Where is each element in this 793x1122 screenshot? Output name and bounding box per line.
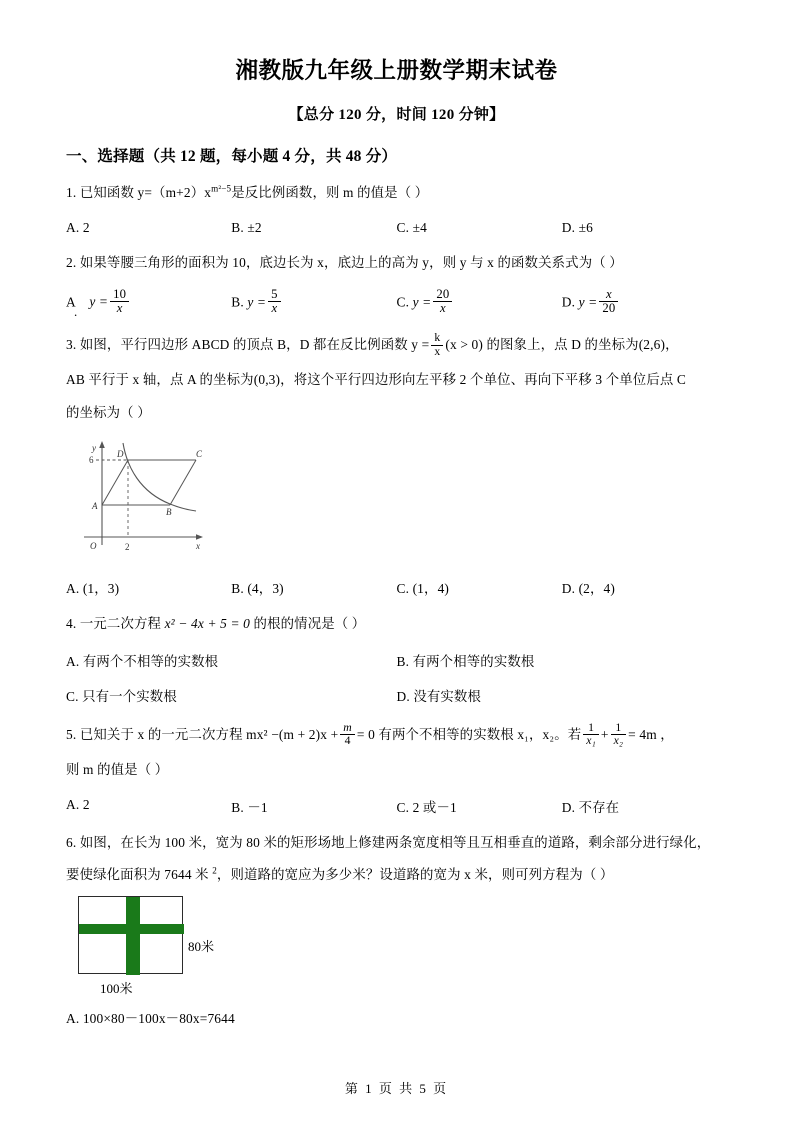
question-3-line1a: 如图，平行四边形 ABCD 的顶点 B，D 都在反比例函数 y = (79, 337, 430, 353)
question-3-line2 (66, 370, 727, 391)
option-2-a-lhs: y = (89, 293, 109, 309)
question-2 (66, 253, 727, 274)
option-2-d-label: D. (561, 293, 576, 309)
option-2-d-numerator: x (605, 286, 612, 301)
question-5-fraction-m-over-4 (340, 722, 355, 748)
option-2-b-lhs: y = (247, 293, 267, 309)
question-3-line3: 的坐标为（ ） (66, 404, 151, 420)
question-4-text-after: 的根的情况是（ ） (250, 616, 366, 632)
question-6-line2a: 要使绿化面积为 7644 米 (66, 867, 213, 883)
svg-text:B: B (166, 507, 172, 518)
question-5-fraction-1-over-x2 (611, 722, 627, 748)
question-5-options (66, 797, 727, 816)
question-1-exponent: m²−5 (211, 183, 232, 194)
option-5-c[interactable]: C. 2 或－1 (396, 799, 457, 815)
section-heading: 一、选择题（共 12 题，每小题 4 分，共 48 分） (66, 148, 398, 165)
option-2-a-fraction (110, 288, 129, 316)
option-2-c-denominator: x (433, 301, 452, 315)
option-2-d-lhs: y = (578, 293, 598, 309)
question-5-frac2-denominator: x₁ (583, 734, 599, 747)
question-5-line1b: x + (320, 727, 339, 743)
question-6-figure (70, 896, 320, 996)
parallelogram-hyperbola-graph (70, 437, 270, 557)
question-3-fraction-k-over-x (431, 332, 443, 358)
option-6-a[interactable]: A. 100×80－100x－80x=7644 (66, 1011, 235, 1027)
option-5-d[interactable]: D. 不存在 (561, 799, 620, 815)
option-2-c-numerator: 20 (436, 286, 450, 301)
question-5-line1d: = 4m ， (628, 727, 674, 743)
question-5-frac1-denominator: 4 (340, 734, 355, 747)
svg-text:A: A (92, 501, 98, 512)
question-3-line2a: AB 平行于 x 轴，点 A 的坐标为 (66, 371, 254, 387)
question-5-line2: 则 m 的值是（ ） (66, 761, 169, 777)
question-5-line1a: 已知关于 x 的一元二次方程 mx² − (79, 727, 279, 743)
svg-text:6: 6 (89, 455, 94, 466)
question-3-number: 3. (66, 337, 77, 353)
question-3-figure (70, 437, 727, 562)
option-2-b-label: B. (231, 293, 244, 309)
option-3-d[interactable]: D. (2，4) (561, 581, 616, 597)
question-5-line1c: = 0 有两个不相等的实数根 x₁，x₂。若 (356, 727, 582, 743)
option-2-a-label: A (66, 293, 76, 309)
question-6 (66, 833, 727, 854)
question-1-text-before: 已知函数 y=（m+2）x (79, 185, 212, 200)
option-4-d[interactable]: D. 没有实数根 (396, 689, 482, 705)
svg-text:x: x (196, 541, 200, 552)
question-4-options-row1 (66, 651, 727, 670)
figure-label-length: 100米 (100, 981, 133, 997)
page-subtitle: 【总分 120 分，时间 120 分钟】 (288, 107, 505, 123)
question-3-line1c: ， (665, 337, 679, 353)
question-5-paren: (m + 2) (278, 727, 321, 743)
option-5-a[interactable]: A. 2 (66, 796, 90, 812)
option-3-b[interactable]: B. (4，3) (231, 581, 284, 597)
question-5-frac3-numerator: 1 (615, 721, 622, 735)
option-2-c-label: C. (396, 293, 410, 309)
question-4-equation: x² − 4x + 5 = 0 (164, 616, 251, 632)
question-3-options (66, 578, 727, 597)
question-5-frac1-numerator: m (343, 721, 352, 735)
option-1-b[interactable]: B. ±2 (231, 219, 262, 235)
option-1-d[interactable]: D. ±6 (561, 219, 593, 235)
question-2-options (66, 286, 727, 320)
question-1 (66, 183, 727, 204)
svg-text:y: y (92, 443, 96, 454)
option-2-b-numerator: 5 (271, 286, 278, 301)
option-3-a[interactable]: A. (1，3) (66, 581, 120, 597)
option-2-b[interactable] (231, 288, 396, 316)
question-4-options-row2 (66, 686, 727, 705)
option-2-a-dot: . (74, 304, 78, 320)
question-5-fraction-1-over-x1 (583, 722, 599, 748)
question-5-number: 5. (66, 727, 77, 743)
option-2-c-lhs: y = (412, 293, 432, 309)
option-2-d-fraction (599, 288, 618, 316)
question-3 (66, 332, 727, 358)
figure-label-width: 80米 (188, 939, 215, 955)
option-2-c[interactable] (397, 288, 562, 316)
option-5-b[interactable]: B. －1 (231, 799, 268, 815)
question-5-frac3-denominator: x₂ (611, 734, 627, 747)
question-3-coord-d: (2,6) (638, 337, 666, 353)
question-4-number: 4. (66, 616, 77, 632)
question-6-line2 (66, 865, 727, 886)
svg-text:2: 2 (125, 542, 130, 553)
option-2-a-denominator: x (110, 301, 129, 315)
question-3-line1b: (x > 0) 的图象上，点 D 的坐标为 (445, 337, 639, 353)
question-3-coord-a: (0,3) (253, 371, 281, 387)
page-title: 湘教版九年级上册数学期末试卷 (235, 58, 558, 84)
svg-text:C: C (196, 449, 203, 460)
option-2-b-denominator: x (268, 301, 281, 315)
option-2-d-denominator: 20 (599, 301, 618, 315)
question-5-frac2-numerator: 1 (588, 721, 595, 735)
question-6-line1: 如图，在长为 100 米，宽为 80 米的矩形场地上修建两条宽度相等且互相垂直的道路，剩余部分进行绿化， (79, 834, 711, 850)
question-4-text-before: 一元二次方程 (79, 616, 165, 632)
question-4 (66, 614, 727, 635)
option-2-c-fraction (433, 288, 452, 316)
page-footer: 第 1 页 共 5 页 (344, 1081, 449, 1096)
option-4-a[interactable]: A. 有两个不相等的实数根 (66, 654, 219, 670)
question-6-number: 6. (66, 834, 77, 850)
option-2-d[interactable] (562, 288, 727, 316)
option-1-c[interactable]: C. ±4 (396, 219, 427, 235)
rectangle-field (78, 896, 183, 974)
question-2-text: 如果等腰三角形的面积为 10，底边长为 x，底边上的高为 y，则 y 与 x 的函数关系式为（ ） (79, 254, 623, 270)
question-2-number: 2. (66, 254, 77, 270)
question-6-line2b: ，则道路的宽应为多少米？设道路的宽为 x 米，则可列方程为（ ） (216, 867, 614, 883)
option-1-a[interactable]: A. 2 (66, 219, 90, 235)
option-2-a-numerator: 10 (113, 286, 127, 301)
question-5 (66, 722, 727, 748)
question-3-denominator: x (431, 345, 443, 358)
svg-text:D: D (117, 449, 124, 460)
question-3-line2b: ，将这个平行四边形向左平移 2 个单位、再向下平移 3 个单位后点 C (280, 371, 687, 387)
option-3-c[interactable]: C. (1，4) (396, 581, 450, 597)
question-6-superscript: 2 (212, 865, 217, 876)
svg-text:O: O (90, 541, 97, 552)
vertical-road (126, 897, 140, 975)
question-1-options (66, 220, 727, 236)
option-4-c[interactable]: C. 只有一个实数根 (66, 689, 177, 705)
question-3-numerator: k (434, 331, 441, 345)
option-2-a[interactable] (66, 286, 231, 320)
option-4-b[interactable]: B. 有两个相等的实数根 (396, 654, 535, 670)
question-5-plus: + (600, 727, 609, 743)
question-1-text-after: 是反比例函数，则 m 的值是（ ） (231, 185, 429, 200)
option-2-b-fraction (268, 288, 281, 316)
question-1-number: 1. (66, 185, 77, 200)
